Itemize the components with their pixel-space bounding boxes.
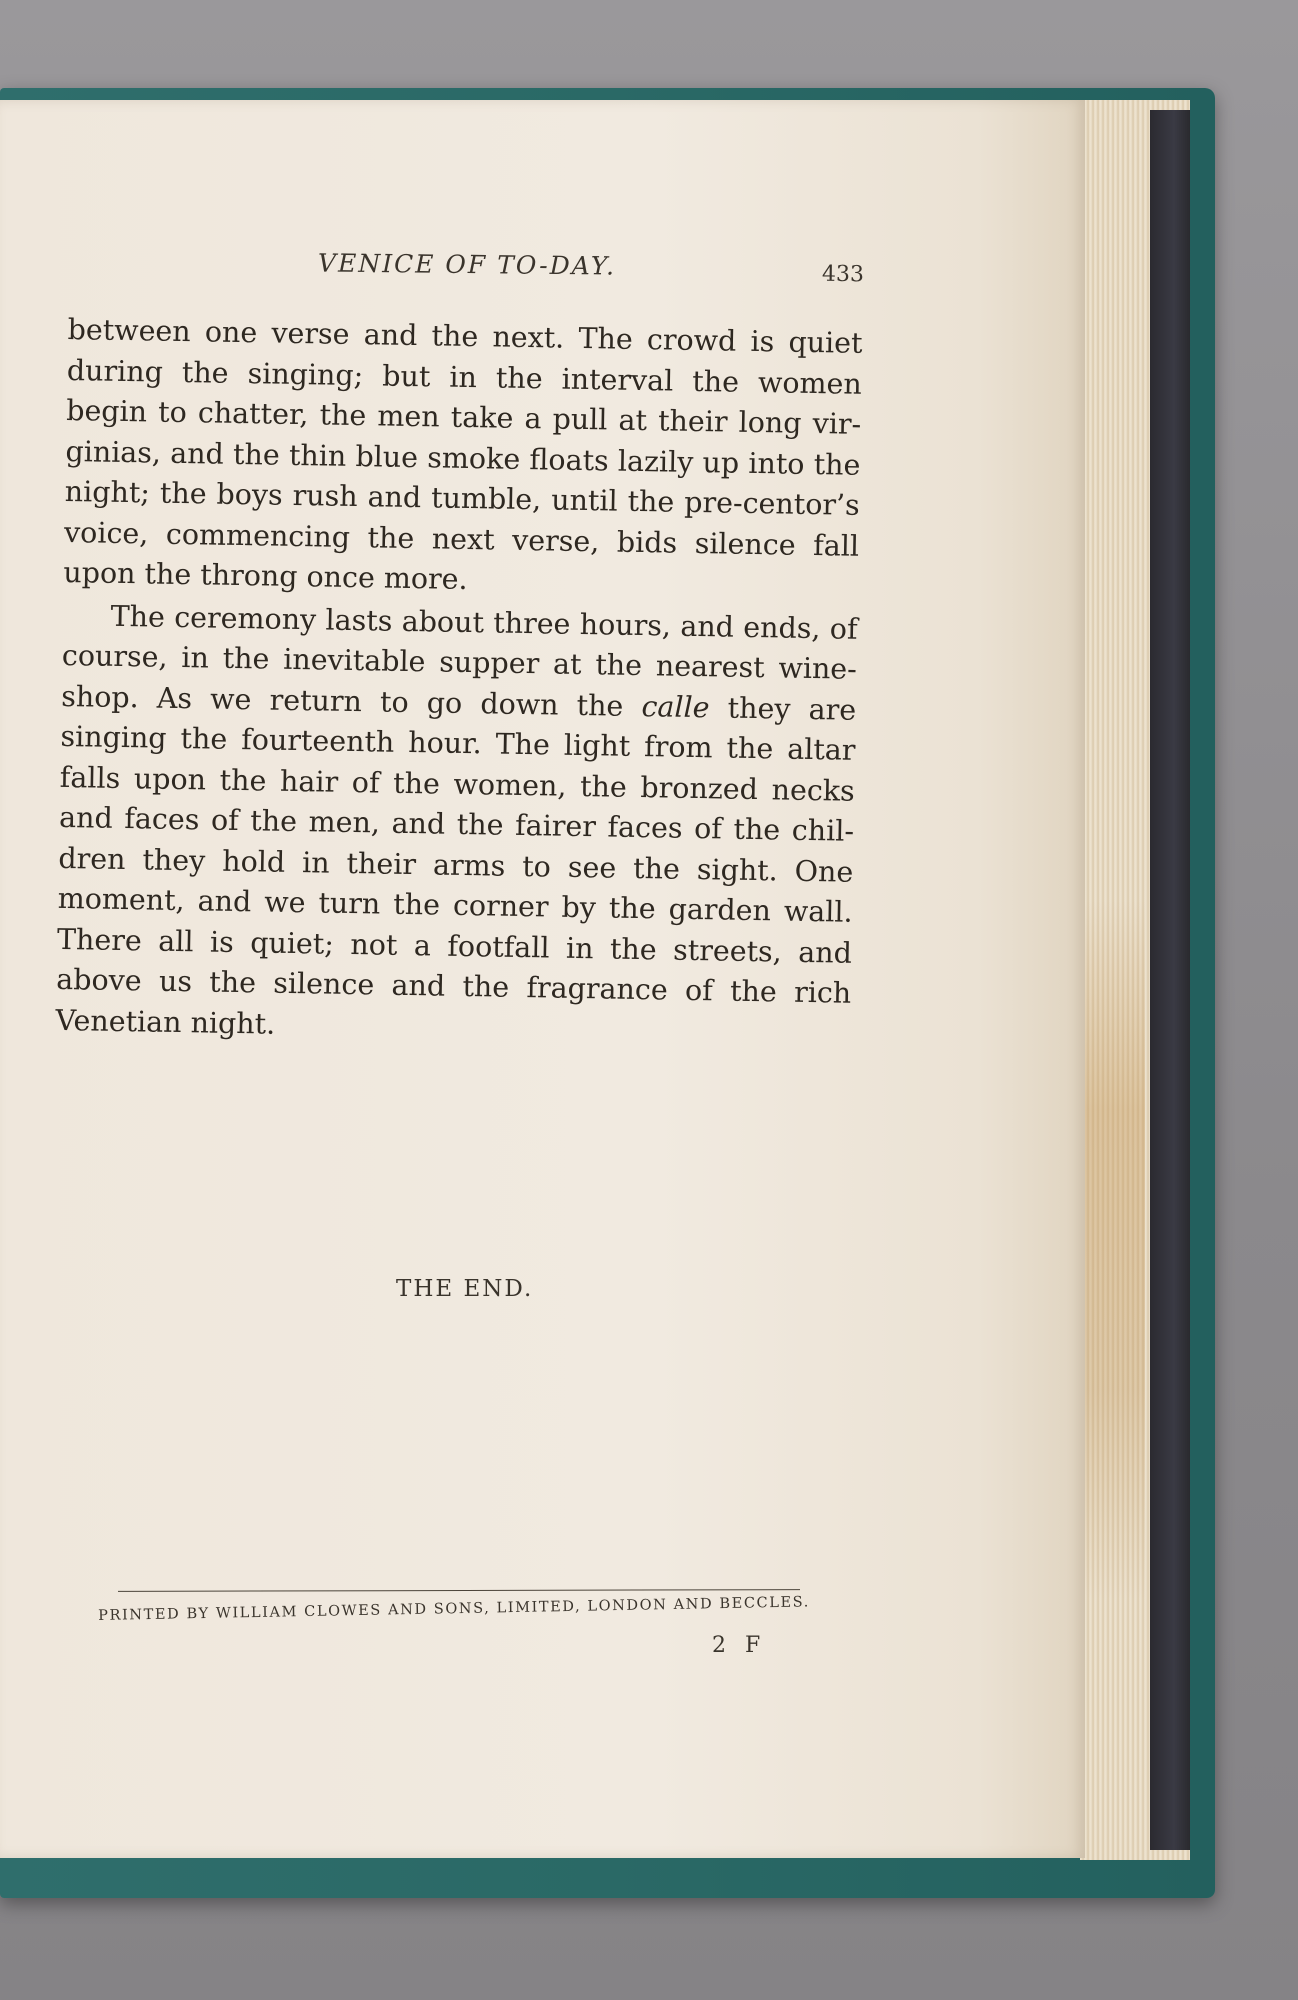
paragraph-1: between one verse and the next. The crowd is quiet during the singing; but in the interval the women begin to chatter, the men take a pull at their long vir-ginias, and the thin blue smoke floats lazily up into the night; the boys rush and tumble, until the pre-centor’s voice, commencing the next verse, bids silence fall upon the throng once more.: [63, 312, 863, 597]
footer-rule: [118, 1589, 800, 1592]
italic-word-calle: calle: [641, 689, 710, 724]
book-page: [0, 100, 1085, 1858]
page-content: [0, 100, 1085, 1858]
paragraph-2-end: they are singing the fourteenth hour. The light from the altar falls upon the hair of the women, the bronzed necks and faces of the men, and the fairer faces of the chil-dren they hold in their arms to see the sight. One moment, and we turn the corner by the garden wall. There all is quiet; not a footfall in the streets, and above us the silence and the fragrance of the rich Venetian night.: [55, 690, 857, 1041]
the-end-heading: THE END.: [396, 1276, 534, 1302]
page-number: 433: [821, 261, 865, 288]
paragraph-2-start: The ceremony lasts about three hours, and ends, of course, in the inevitable supper at the nearest wine-shop. As we return to go down the: [60, 599, 858, 723]
signature-mark: 2 F: [712, 1633, 767, 1658]
body-text: [55, 310, 863, 1055]
foxing-stain: [1085, 900, 1145, 1600]
running-head: VENICE OF TO-DAY.: [317, 248, 617, 281]
printer-imprint: PRINTED BY WILLIAM CLOWES AND SONS, LIMITED, LONDON AND BECCLES.: [98, 1594, 811, 1624]
endpaper-edge: [1150, 110, 1190, 1850]
paragraph-2: [55, 595, 858, 1054]
